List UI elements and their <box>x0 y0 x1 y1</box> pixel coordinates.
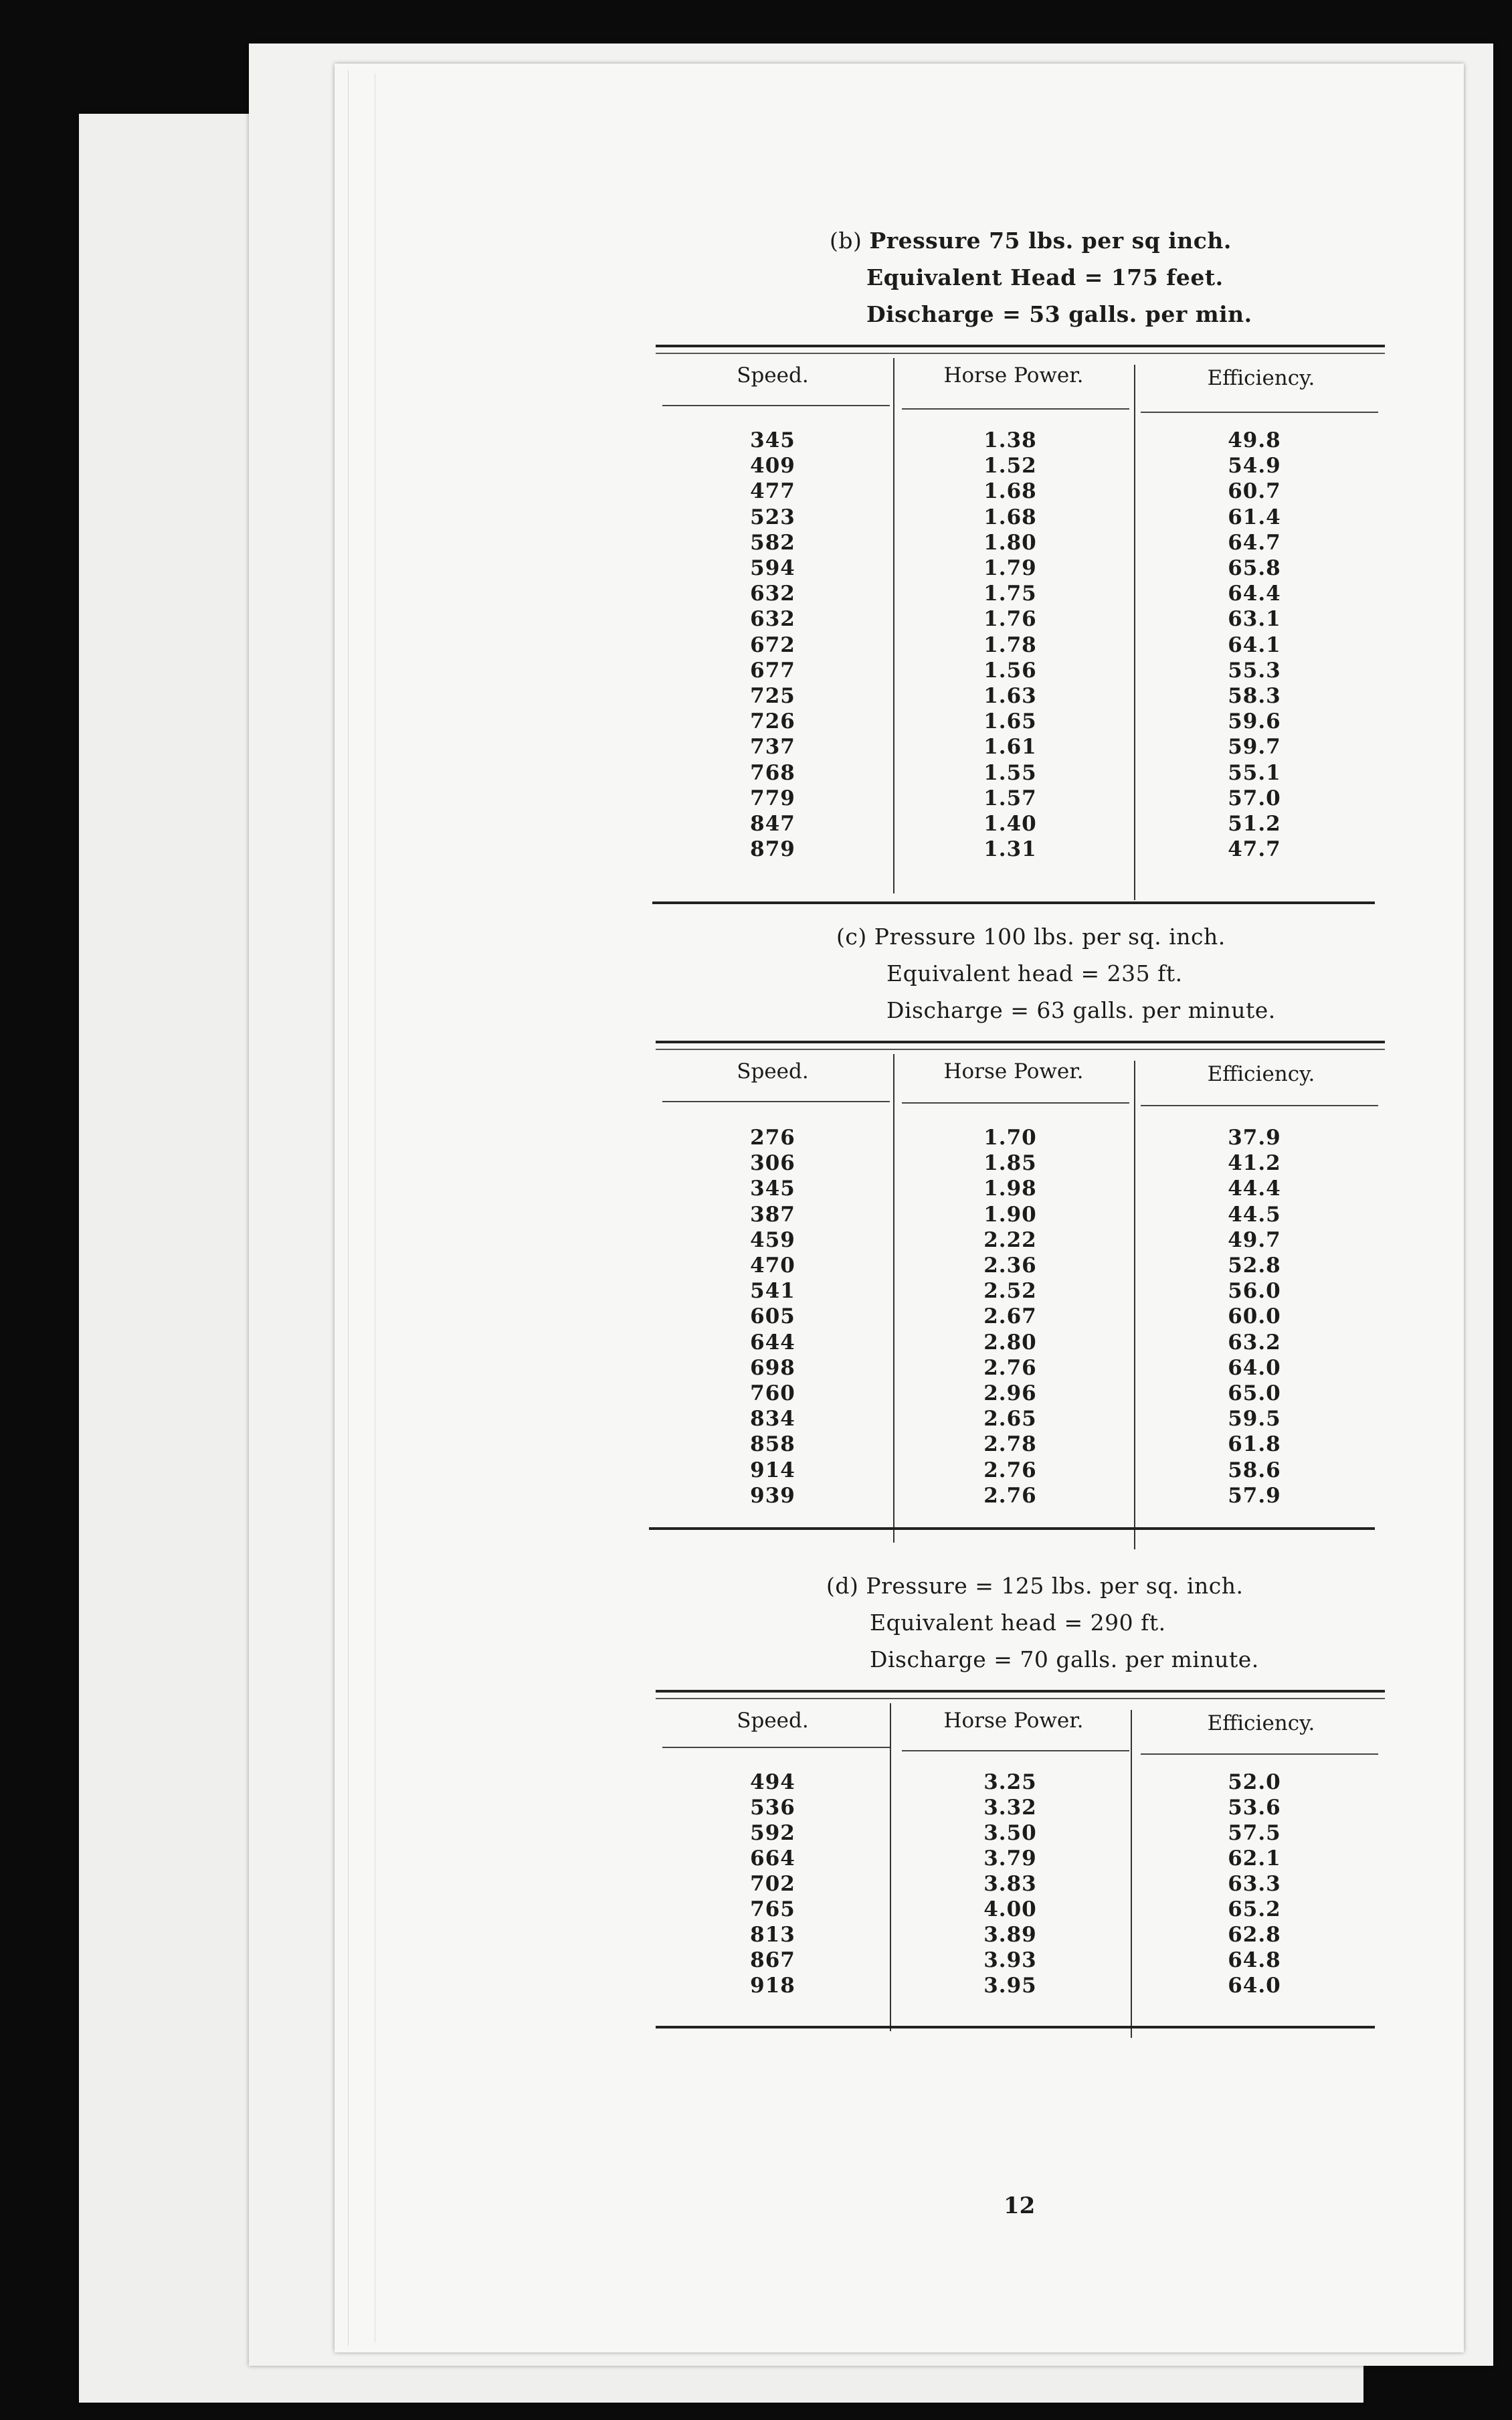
table-c-cell-efficiency: 49.7 <box>1228 1227 1281 1252</box>
table-b-head: Equivalent Head = 175 feet. <box>866 264 1224 290</box>
table-b-header-hp: Horse Power. <box>943 363 1084 387</box>
table-c-cell-efficiency: 64.0 <box>1228 1355 1281 1380</box>
table-d-cell-efficiency: 63.3 <box>1228 1872 1281 1896</box>
table-c-cell-horse-power: 2.96 <box>983 1381 1037 1405</box>
table-b-cell-speed: 677 <box>750 658 795 683</box>
table-b-cell-speed: 582 <box>750 530 795 555</box>
table-b-cell-speed: 345 <box>750 428 795 452</box>
table-b-cell-speed: 779 <box>750 786 795 810</box>
table-d-cell-efficiency: 62.1 <box>1228 1846 1281 1871</box>
table-b-cell-horse-power: 1.61 <box>983 735 1037 760</box>
table-c-cell-efficiency: 52.8 <box>1228 1254 1281 1278</box>
table-d-cell-speed: 765 <box>750 1897 795 1921</box>
table-b-label-line1 <box>830 228 1232 254</box>
table-c-header-hp: Horse Power. <box>943 1059 1084 1084</box>
table-c-header-eff: Efficiency. <box>1207 1062 1315 1086</box>
table-d-header-eff: Efficiency. <box>1207 1711 1315 1735</box>
table-b-cell-speed: 847 <box>750 812 795 836</box>
table-d-cell-speed: 702 <box>750 1872 795 1896</box>
table-d-label-line1 <box>826 1573 1244 1599</box>
table-c-cell-speed: 939 <box>750 1483 795 1508</box>
table-b-pressure: Pressure 75 lbs. per sq inch. <box>869 228 1232 254</box>
table-d-header-rule <box>902 1750 1129 1751</box>
table-b-cell-horse-power: 1.78 <box>983 632 1037 657</box>
table-b-cell-horse-power: 1.31 <box>983 837 1037 862</box>
table-b-cell-horse-power: 1.76 <box>983 607 1037 632</box>
table-c-cell-efficiency: 63.2 <box>1228 1330 1281 1355</box>
table-d-cell-speed: 536 <box>750 1796 795 1820</box>
table-b-discharge: Discharge = 53 galls. per min. <box>866 301 1252 327</box>
table-c-cell-speed: 644 <box>750 1330 795 1355</box>
table-c-cell-speed: 276 <box>750 1126 795 1150</box>
table-d-cell-efficiency: 64.0 <box>1228 1974 1281 1998</box>
table-d-cell-speed: 592 <box>750 1821 795 1845</box>
table-c-bottom-rule <box>649 1527 1375 1530</box>
table-d-pressure: Pressure = 125 lbs. per sq. inch. <box>866 1573 1244 1599</box>
table-b-cell-efficiency: 51.2 <box>1228 812 1281 836</box>
table-c-header-rule <box>1141 1105 1378 1106</box>
table-b-header-rule <box>662 405 890 406</box>
table-c-top-rule <box>656 1041 1385 1043</box>
table-d-cell-horse-power: 4.00 <box>983 1897 1037 1921</box>
table-c-discharge: Discharge = 63 galls. per minute. <box>886 997 1276 1023</box>
table-d-cell-efficiency: 57.5 <box>1228 1821 1281 1845</box>
table-d-cell-horse-power: 3.25 <box>983 1770 1037 1794</box>
table-b <box>656 345 1385 1108</box>
table-c-cell-efficiency: 57.9 <box>1228 1483 1281 1508</box>
table-b-cell-efficiency: 57.0 <box>1228 786 1281 810</box>
table-c-cell-efficiency: 37.9 <box>1228 1126 1281 1150</box>
table-b-cell-efficiency: 58.3 <box>1228 684 1281 708</box>
table-c-cell-speed: 698 <box>750 1355 795 1380</box>
table-d-top-rule <box>656 1690 1385 1693</box>
table-d-cell-speed: 664 <box>750 1846 795 1871</box>
table-d <box>656 1690 1385 2038</box>
table-b-cell-speed: 737 <box>750 735 795 760</box>
table-d-cell-speed: 918 <box>750 1974 795 1998</box>
table-c-cell-speed: 914 <box>750 1458 795 1482</box>
table-b-cell-horse-power: 1.57 <box>983 786 1037 810</box>
table-b-cell-horse-power: 1.68 <box>983 505 1037 529</box>
table-b-cell-horse-power: 1.52 <box>983 454 1037 479</box>
table-b-cell-efficiency: 65.8 <box>1228 556 1281 580</box>
table-c-header-speed: Speed. <box>737 1059 809 1084</box>
table-b-label: (b) <box>830 228 862 254</box>
table-d-header-rule <box>1141 1753 1378 1755</box>
table-b-cell-efficiency: 54.9 <box>1228 454 1281 479</box>
table-d-cell-horse-power: 3.83 <box>983 1872 1037 1896</box>
table-c-cell-horse-power: 2.76 <box>983 1458 1037 1482</box>
table-b-cell-horse-power: 1.65 <box>983 709 1037 734</box>
table-c-cell-horse-power: 2.36 <box>983 1254 1037 1278</box>
table-d-cell-efficiency: 65.2 <box>1228 1897 1281 1921</box>
table-b-cell-efficiency: 49.8 <box>1228 428 1281 452</box>
table-c-cell-speed: 345 <box>750 1177 795 1201</box>
table-c-pressure: Pressure 100 lbs. per sq. inch. <box>874 924 1226 950</box>
table-c-cell-speed: 459 <box>750 1227 795 1252</box>
table-c-cell-efficiency: 56.0 <box>1228 1279 1281 1304</box>
table-c-cell-horse-power: 2.78 <box>983 1432 1037 1457</box>
table-b-divider-2 <box>1134 365 1135 900</box>
table-b-header-rule <box>902 408 1129 410</box>
table-c-cell-horse-power: 1.98 <box>983 1177 1037 1201</box>
table-d-cell-efficiency: 64.8 <box>1228 1948 1281 1972</box>
table-c-label: (c) <box>836 924 867 950</box>
table-d-top-rule-2 <box>656 1698 1385 1699</box>
table-c-cell-efficiency: 44.5 <box>1228 1202 1281 1227</box>
table-b-cell-efficiency: 59.6 <box>1228 709 1281 734</box>
table-d-cell-efficiency: 53.6 <box>1228 1796 1281 1820</box>
table-b-cell-efficiency: 64.4 <box>1228 582 1281 606</box>
table-c-cell-horse-power: 2.76 <box>983 1483 1037 1508</box>
table-c-cell-horse-power: 1.85 <box>983 1151 1037 1176</box>
table-c-divider-1 <box>893 1054 894 1543</box>
table-b-cell-efficiency: 59.7 <box>1228 735 1281 760</box>
table-b-cell-speed: 768 <box>750 760 795 785</box>
table-c <box>656 1041 1385 1576</box>
table-d-label: (d) <box>826 1573 859 1599</box>
table-b-cell-speed: 672 <box>750 632 795 657</box>
table-c-header-rule <box>902 1102 1129 1104</box>
table-c-cell-efficiency: 41.2 <box>1228 1151 1281 1176</box>
table-c-cell-horse-power: 2.76 <box>983 1355 1037 1380</box>
table-d-cell-speed: 867 <box>750 1948 795 1972</box>
table-d-bottom-rule <box>656 2026 1375 2028</box>
table-b-cell-efficiency: 60.7 <box>1228 479 1281 504</box>
table-b-header-eff: Efficiency. <box>1207 366 1315 390</box>
table-b-cell-horse-power: 1.55 <box>983 760 1037 785</box>
table-b-cell-efficiency: 61.4 <box>1228 505 1281 529</box>
page-number: 12 <box>1004 2192 1036 2219</box>
table-c-cell-horse-power: 1.70 <box>983 1126 1037 1150</box>
table-b-cell-speed: 725 <box>750 684 795 708</box>
table-b-cell-horse-power: 1.40 <box>983 812 1037 836</box>
table-d-cell-horse-power: 3.93 <box>983 1948 1037 1972</box>
table-c-head: Equivalent head = 235 ft. <box>886 960 1183 986</box>
table-b-cell-efficiency: 64.7 <box>1228 530 1281 555</box>
table-c-cell-horse-power: 2.65 <box>983 1407 1037 1432</box>
table-b-cell-speed: 477 <box>750 479 795 504</box>
table-b-cell-efficiency: 64.1 <box>1228 632 1281 657</box>
table-d-header-rule <box>662 1747 890 1748</box>
table-c-divider-2 <box>1134 1061 1135 1549</box>
table-d-cell-efficiency: 52.0 <box>1228 1770 1281 1794</box>
table-d-cell-horse-power: 3.95 <box>983 1974 1037 1998</box>
table-c-cell-speed: 306 <box>750 1151 795 1176</box>
table-d-header-speed: Speed. <box>737 1709 809 1733</box>
table-d-head: Equivalent head = 290 ft. <box>870 1610 1166 1636</box>
table-c-label-line1 <box>836 924 1226 950</box>
table-c-cell-horse-power: 2.22 <box>983 1227 1037 1252</box>
table-b-cell-efficiency: 55.1 <box>1228 760 1281 785</box>
table-b-top-rule <box>656 345 1385 347</box>
table-d-cell-horse-power: 3.89 <box>983 1923 1037 1947</box>
table-c-cell-horse-power: 2.80 <box>983 1330 1037 1355</box>
table-d-cell-horse-power: 3.32 <box>983 1796 1037 1820</box>
table-c-top-rule-2 <box>656 1049 1385 1050</box>
table-c-cell-speed: 541 <box>750 1279 795 1304</box>
table-c-cell-speed: 605 <box>750 1304 795 1329</box>
table-b-cell-speed: 409 <box>750 454 795 479</box>
table-c-cell-efficiency: 59.5 <box>1228 1407 1281 1432</box>
table-c-cell-speed: 834 <box>750 1407 795 1432</box>
table-b-cell-speed: 879 <box>750 837 795 862</box>
table-b-top-rule-2 <box>656 353 1385 354</box>
table-d-header-hp: Horse Power. <box>943 1709 1084 1733</box>
table-c-cell-speed: 858 <box>750 1432 795 1457</box>
table-b-cell-speed: 632 <box>750 607 795 632</box>
table-b-header-rule <box>1141 412 1378 413</box>
table-d-cell-efficiency: 62.8 <box>1228 1923 1281 1947</box>
table-c-cell-efficiency: 44.4 <box>1228 1177 1281 1201</box>
table-c-cell-horse-power: 2.52 <box>983 1279 1037 1304</box>
table-d-cell-speed: 494 <box>750 1770 795 1794</box>
table-d-cell-horse-power: 3.50 <box>983 1821 1037 1845</box>
table-c-cell-efficiency: 65.0 <box>1228 1381 1281 1405</box>
table-b-bottom-rule <box>652 901 1375 904</box>
table-c-cell-speed: 470 <box>750 1254 795 1278</box>
table-c-cell-horse-power: 1.90 <box>983 1202 1037 1227</box>
table-b-cell-horse-power: 1.75 <box>983 582 1037 606</box>
table-b-cell-speed: 726 <box>750 709 795 734</box>
table-d-discharge: Discharge = 70 galls. per minute. <box>870 1646 1259 1672</box>
table-c-cell-speed: 387 <box>750 1202 795 1227</box>
table-d-cell-horse-power: 3.79 <box>983 1846 1037 1871</box>
table-b-cell-speed: 594 <box>750 556 795 580</box>
table-b-cell-efficiency: 63.1 <box>1228 607 1281 632</box>
table-c-header-rule <box>662 1101 890 1102</box>
table-b-cell-horse-power: 1.68 <box>983 479 1037 504</box>
table-b-cell-horse-power: 1.56 <box>983 658 1037 683</box>
table-b-cell-horse-power: 1.79 <box>983 556 1037 580</box>
table-b-cell-efficiency: 55.3 <box>1228 658 1281 683</box>
table-c-cell-efficiency: 60.0 <box>1228 1304 1281 1329</box>
table-b-cell-horse-power: 1.80 <box>983 530 1037 555</box>
table-d-divider-1 <box>890 1703 891 2031</box>
table-b-divider-1 <box>893 358 894 893</box>
table-b-cell-horse-power: 1.63 <box>983 684 1037 708</box>
table-b-cell-horse-power: 1.38 <box>983 428 1037 452</box>
table-c-cell-speed: 760 <box>750 1381 795 1405</box>
table-c-cell-efficiency: 58.6 <box>1228 1458 1281 1482</box>
table-c-cell-efficiency: 61.8 <box>1228 1432 1281 1457</box>
table-d-cell-speed: 813 <box>750 1923 795 1947</box>
table-c-cell-horse-power: 2.67 <box>983 1304 1037 1329</box>
table-b-header-speed: Speed. <box>737 363 809 387</box>
table-d-divider-2 <box>1131 1710 1132 2038</box>
table-b-cell-efficiency: 47.7 <box>1228 837 1281 862</box>
table-b-cell-speed: 523 <box>750 505 795 529</box>
table-b-cell-speed: 632 <box>750 582 795 606</box>
